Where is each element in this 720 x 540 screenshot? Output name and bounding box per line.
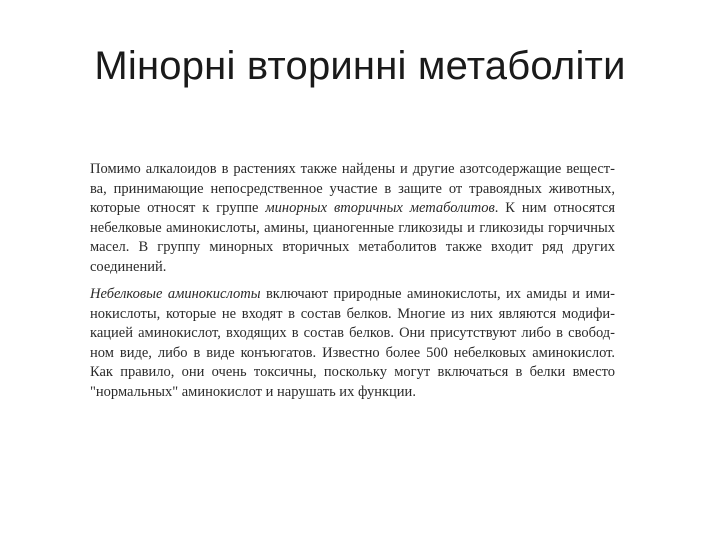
paragraph-2-emphasis: Небелковые аминокислоты: [90, 286, 261, 302]
paragraph-nonprotein-amino-acids: [90, 285, 615, 402]
paragraph-1-emphasis: минорных вторичных метаболитов: [265, 200, 495, 216]
paragraph-1-text-b: . К ним относятся небелковые аминокислоты, амины, цианогенные гликозиды и гликозиды горчичных масел. В группу минорных вторичных метаболитов также входит ряд других соединений.: [90, 200, 615, 275]
slide-title: Мінорні вторинні метаболіти: [94, 44, 626, 88]
scanned-text-block: [90, 160, 615, 402]
paragraph-minor-metabolites: [90, 160, 615, 277]
paragraph-1-text-a: Помимо алкалоидов в растениях также найдены и другие азотсодержащие вещества, принимающие непосредственное участие в защите от травоядных животных, которые относят к группе: [90, 161, 615, 216]
paragraph-2-text: включают природные аминокислоты, их амиды и иминокислоты, которые не входят в состав белков. Многие из них являются модификацией аминокислот, входящих в состав белков. Они присутствуют либо в свободном виде, либо в виде конъюгатов. Известно более 500 небелковых аминокислот. Как правило, они очень токсичны, поскольку могут включаться в белки вместо "нормальных" аминокислот и нарушать их функции.: [90, 286, 615, 400]
